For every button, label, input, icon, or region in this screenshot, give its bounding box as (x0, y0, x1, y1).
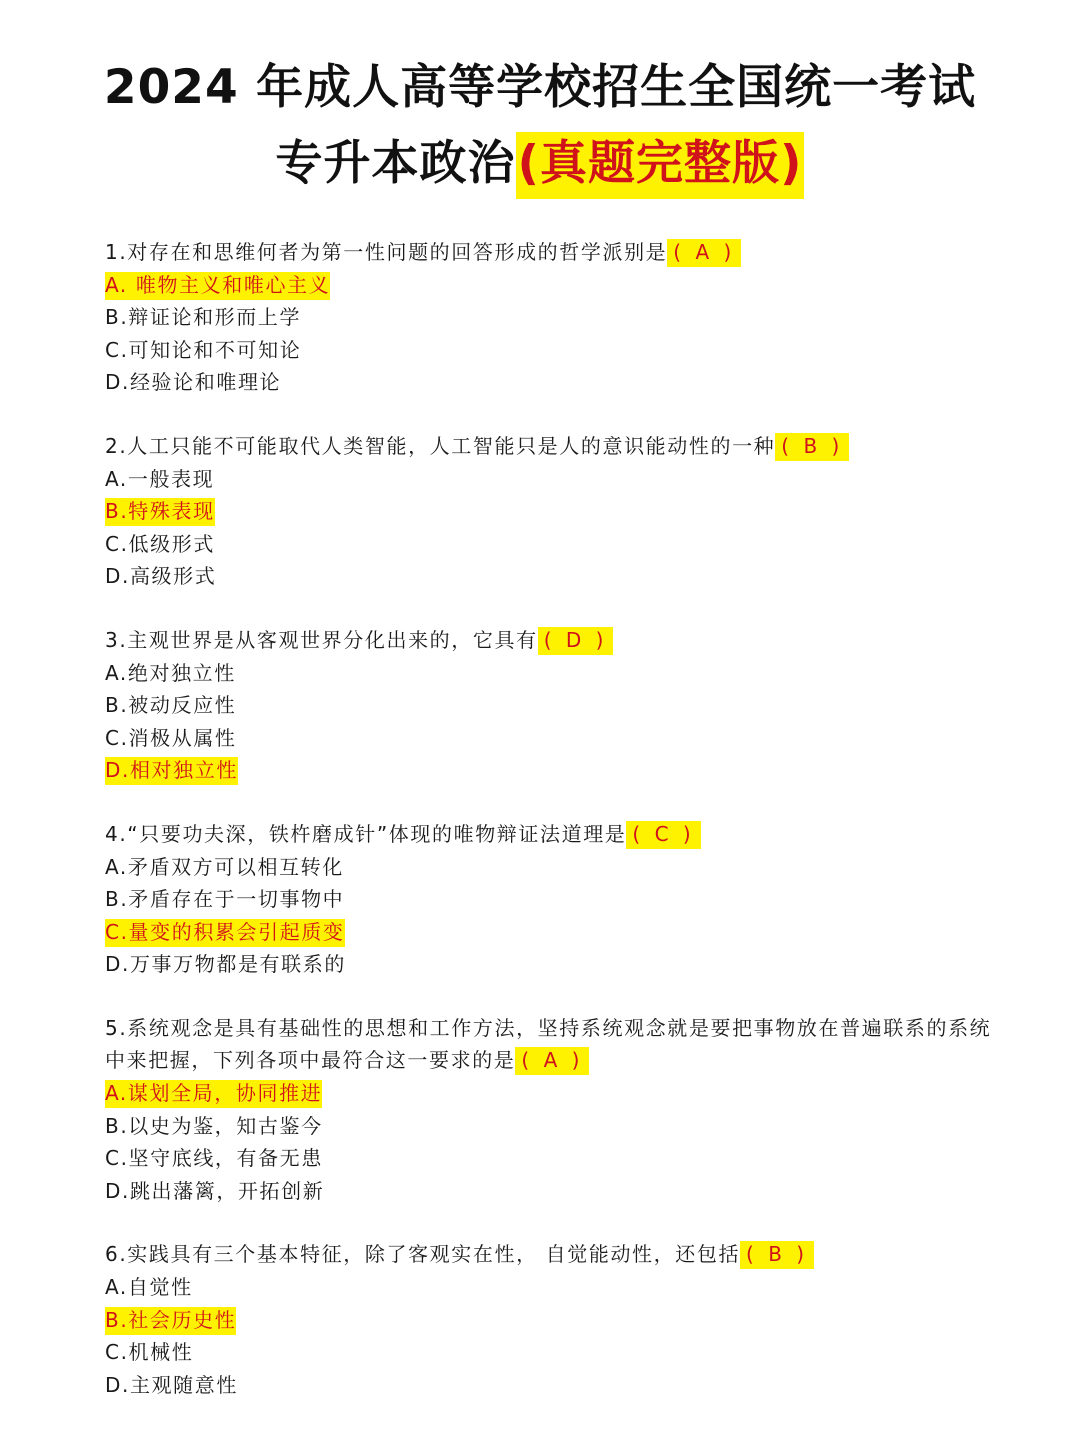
question-stem (105, 1238, 1005, 1271)
question-text: 1.对存在和思维何者为第一性问题的回答形成的哲学派别是 (105, 240, 668, 264)
answer-badge: ( C ) (626, 821, 700, 849)
question-stem (105, 236, 1005, 269)
option: C.消极从属性 (105, 725, 237, 750)
option: D.主观随意性 (105, 1372, 238, 1397)
option: A.一般表现 (105, 466, 215, 491)
question (105, 1012, 1005, 1208)
question (105, 624, 1005, 787)
option-text-correct: A. 唯物主义和唯心主义 (105, 272, 330, 300)
page-subtitle (0, 136, 1080, 191)
option (105, 916, 1005, 949)
question-text: 5.系统观念是具有基础性的思想和工作方法，坚持系统观念就是要把事物放在普遍联系的系统中来把握，下列各项中最符合这一要求的是 (105, 1015, 992, 1073)
answer-badge: ( B ) (740, 1241, 814, 1269)
question-list (105, 236, 1005, 1432)
option: D.跳出藩篱，开拓创新 (105, 1178, 325, 1203)
question-text: 6.实践具有三个基本特征，除了客观实在性， 自觉能动性，还包括 (105, 1242, 741, 1267)
subtitle-highlight: (真题完整版) (516, 132, 805, 199)
option: D.万事万物都是有联系的 (105, 952, 346, 977)
question (105, 236, 1005, 399)
option: D.高级形式 (105, 564, 217, 589)
option-text-correct: D.相对独立性 (105, 757, 238, 785)
question-text: 2.人工只能不可能取代人类智能，人工智能只是人的意识能动性的一种 (105, 433, 776, 458)
option-text-correct: B.社会历史性 (105, 1307, 236, 1335)
page-title: 2024 年成人高等学校招生全国统一考试 (103, 60, 977, 115)
option: B.辩证论和形而上学 (105, 305, 302, 330)
question-stem (105, 1012, 1005, 1077)
option (105, 495, 1005, 528)
option: C.坚守底线，有备无患 (105, 1146, 323, 1171)
option (105, 1077, 1005, 1110)
option-text-correct: B.特殊表现 (105, 498, 215, 526)
answer-badge: ( D ) (538, 627, 614, 655)
option: B.矛盾存在于一切事物中 (105, 887, 345, 912)
option: A.矛盾双方可以相互转化 (105, 854, 344, 879)
question-stem (105, 624, 1005, 657)
option-text-correct: C.量变的积累会引起质变 (105, 919, 345, 947)
question-stem (105, 430, 1005, 463)
option: D.经验论和唯理论 (105, 370, 282, 395)
question-text: 4.“只要功夫深，铁杵磨成针”体现的唯物辩证法道理是 (105, 821, 627, 846)
option: B.以史为鉴，知古鉴今 (105, 1113, 323, 1138)
answer-badge: ( B ) (775, 433, 849, 461)
option-text-correct: A.谋划全局，协同推进 (105, 1080, 322, 1108)
answer-badge: ( A ) (667, 239, 741, 267)
question-stem (105, 818, 1005, 851)
question-text: 3.主观世界是从客观世界分化出来的，它具有 (105, 627, 538, 652)
option (105, 269, 1005, 302)
question (105, 1238, 1005, 1401)
subtitle-plain: 专升本政治 (275, 136, 516, 191)
option: B.被动反应性 (105, 693, 237, 718)
option: C.低级形式 (105, 531, 215, 556)
option: C.机械性 (105, 1340, 194, 1365)
answer-badge: ( A ) (515, 1047, 589, 1075)
option: A.自觉性 (105, 1275, 193, 1300)
option: C.可知论和不可知论 (105, 337, 302, 362)
option (105, 1304, 1005, 1337)
question (105, 430, 1005, 593)
question (105, 818, 1005, 981)
option (105, 754, 1005, 787)
option: A.绝对独立性 (105, 660, 236, 685)
